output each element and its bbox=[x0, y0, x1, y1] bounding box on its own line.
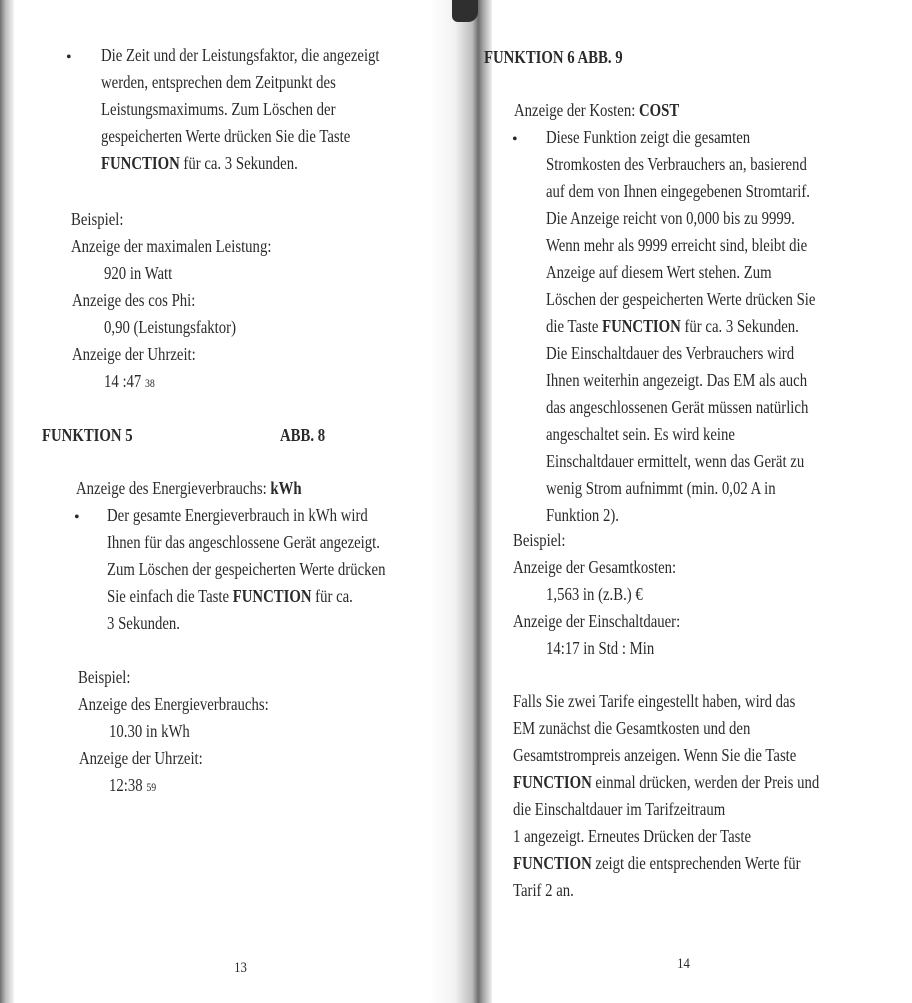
text-line: FUNCTION einmal drücken, werden der Preis und bbox=[513, 772, 820, 792]
text-line: FUNCTION zeigt die entsprechenden Werte für bbox=[513, 853, 801, 873]
figure-reference: ABB. 8 bbox=[280, 425, 326, 445]
text-line: gespeicherten Werte drücken Sie die Taste bbox=[101, 126, 351, 146]
text-line: Ihnen weiterhin angezeigt. Das EM als auch bbox=[546, 370, 808, 390]
text-line: 1 angezeigt. Erneutes Drücken der Taste bbox=[513, 826, 752, 846]
text-line: 0,90 (Leistungsfaktor) bbox=[104, 317, 236, 337]
function-key-label: FUNCTION bbox=[232, 586, 312, 606]
function-key-label: FUNCTION bbox=[513, 853, 592, 873]
text-line: Die Anzeige reicht von 0,000 bis zu 9999. bbox=[546, 208, 795, 228]
text-line: Wenn mehr als 9999 erreicht sind, bleibt die bbox=[546, 235, 808, 255]
text-line: Anzeige des cos Phi: bbox=[72, 290, 196, 310]
text-line: Sie einfach die Taste FUNCTION für ca. bbox=[107, 586, 353, 606]
text-line: die Taste FUNCTION für ca. 3 Sekunden. bbox=[546, 316, 799, 336]
text-line: Stromkosten des Verbrauchers an, basierend bbox=[546, 154, 807, 174]
function-key-label: FUNCTION bbox=[513, 772, 592, 792]
text-line: Diese Funktion zeigt die gesamten bbox=[546, 127, 751, 147]
bullet-marker: • bbox=[512, 131, 518, 148]
left-page bbox=[0, 0, 440, 1003]
text-line: Anzeige auf diesem Wert stehen. Zum bbox=[546, 262, 772, 282]
text-line: werden, entsprechen dem Zeitpunkt des bbox=[101, 72, 336, 92]
function-key-label: FUNCTION bbox=[101, 153, 180, 173]
text-line: Anzeige der Kosten: COST bbox=[514, 100, 680, 120]
text-line: 920 in Watt bbox=[104, 263, 173, 283]
text-line: Anzeige der Uhrzeit: bbox=[79, 748, 203, 768]
text-line: 3 Sekunden. bbox=[107, 613, 180, 633]
text-line: angeschaltet sein. Es wird keine bbox=[546, 424, 735, 444]
bullet-marker: • bbox=[66, 49, 72, 66]
text-line: 10.30 in kWh bbox=[109, 721, 190, 741]
text-line: Tarif 2 an. bbox=[513, 880, 574, 900]
text-line: Leistungsmaximums. Zum Löschen der bbox=[101, 99, 336, 119]
text-line: FUNCTION für ca. 3 Sekunden. bbox=[101, 153, 298, 173]
text-line: Ihnen für das angeschlossene Gerät angezeigt. bbox=[107, 532, 380, 552]
page-number: 14 bbox=[677, 956, 690, 972]
bullet-marker: • bbox=[74, 509, 80, 526]
page-number: 13 bbox=[234, 960, 247, 976]
text-line: Der gesamte Energieverbrauch in kWh wird bbox=[107, 505, 368, 525]
text-line: auf dem von Ihnen eingegebenen Stromtarif. bbox=[546, 181, 810, 201]
text-line: Die Einschaltdauer des Verbrauchers wird bbox=[546, 343, 795, 363]
section-heading: FUNKTION 5 bbox=[42, 425, 133, 445]
text-line: Anzeige der maximalen Leistung: bbox=[71, 236, 272, 256]
text-line: Anzeige des Energieverbrauchs: kWh bbox=[76, 478, 302, 498]
text-line: Gesamtstrompreis anzeigen. Wenn Sie die Taste bbox=[513, 745, 797, 765]
text-line: die Einschaltdauer im Tarifzeitraum bbox=[513, 799, 726, 819]
text-line: 12:38 59 bbox=[109, 775, 157, 795]
text-line: Die Zeit und der Leistungsfaktor, die angezeigt bbox=[101, 45, 380, 65]
text-line: Anzeige des Energieverbrauchs: bbox=[78, 694, 269, 714]
text-line: EM zunächst die Gesamtkosten und den bbox=[513, 718, 751, 738]
function-key-label: FUNCTION bbox=[602, 316, 681, 336]
example-label: Beispiel: bbox=[71, 209, 124, 229]
text-line: Anzeige der Einschaltdauer: bbox=[513, 611, 681, 631]
text-line: Falls Sie zwei Tarife eingestellt haben, wird das bbox=[513, 691, 796, 711]
text-line: 14 :47 38 bbox=[104, 371, 155, 391]
text-line: Einschaltdauer ermittelt, wenn das Gerät zu bbox=[546, 451, 805, 471]
text-line: Funktion 2). bbox=[546, 505, 619, 525]
text-line: Anzeige der Gesamtkosten: bbox=[513, 557, 677, 577]
text-line: Anzeige der Uhrzeit: bbox=[72, 344, 196, 364]
text-line: Zum Löschen der gespeicherten Werte drücken bbox=[107, 559, 386, 579]
text-line: das angeschlossenen Gerät müssen natürlich bbox=[546, 397, 809, 417]
text-line: Löschen der gespeicherten Werte drücken Sie bbox=[546, 289, 816, 309]
example-label: Beispiel: bbox=[78, 667, 131, 687]
section-heading: FUNKTION 6 ABB. 9 bbox=[484, 47, 623, 67]
text-line: wenig Strom aufnimmt (min. 0,02 A in bbox=[546, 478, 776, 498]
text-line: 1,563 in (z.B.) € bbox=[546, 584, 643, 604]
text-line: 14:17 in Std : Min bbox=[546, 638, 655, 658]
right-page bbox=[478, 0, 912, 1003]
example-label: Beispiel: bbox=[513, 530, 566, 550]
spine-shadow bbox=[452, 0, 478, 22]
